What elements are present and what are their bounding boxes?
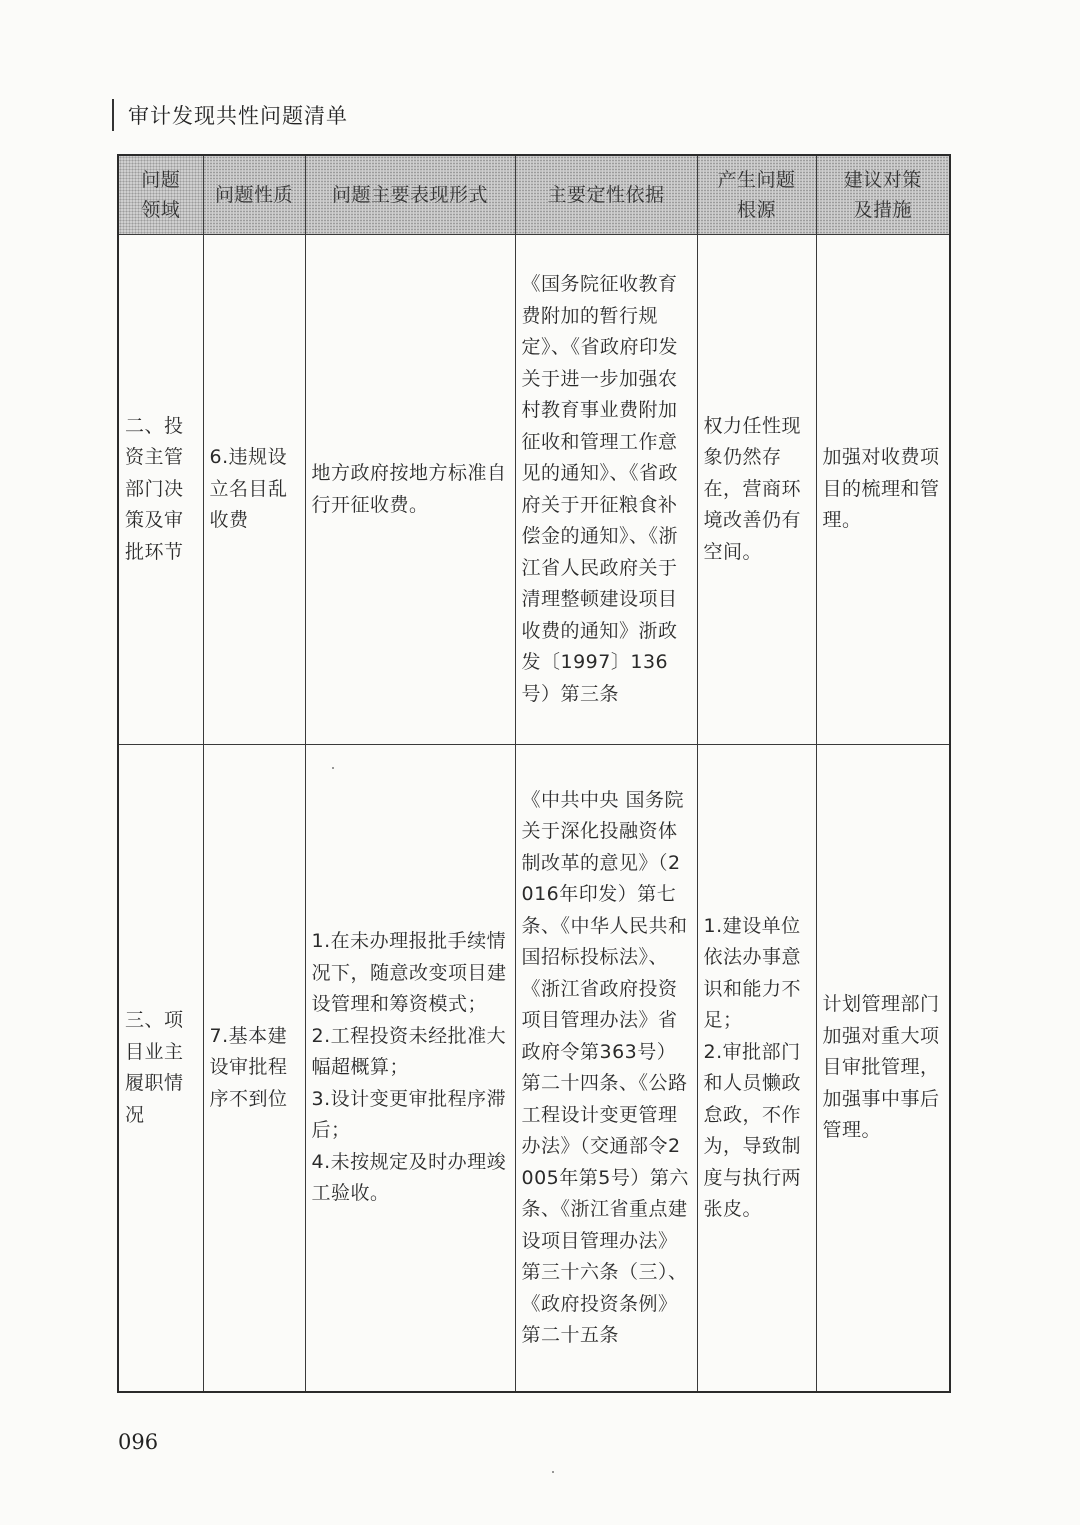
table-header-row <box>118 155 950 235</box>
cell-nature: 6.违规设立名目乱收费 <box>203 235 305 745</box>
column-header-measures: 建议对策 及措施 <box>816 155 950 235</box>
cell-basis: 《国务院征收教育费附加的暂行规定》、《省政府印发关于进一步加强农村教育事业费附加征收和管理工作意见的通知》、《省政府关于开征粮食补偿金的通知》、《浙江省人民政府关于清理整顿建设项目收费的通知》浙政发〔1997〕136号）第三条 <box>515 235 697 745</box>
scan-speck <box>332 767 334 769</box>
cell-manifestation: 1.在未办理报批手续情况下，随意改变项目建设管理和筹资模式； 2.工程投资未经批准大幅超概算； 3.设计变更审批程序滞后； 4.未按规定及时办理竣工验收。 <box>305 745 515 1393</box>
cell-basis: 《中共中央 国务院关于深化投融资体制改革的意见》（2016年印发）第七条、《中华人民共和国招标投标法》、《浙江省政府投资项目管理办法》省政府令第363号）第二十四条、《公路工程设计变更管理办法》（交通部令2005年第5号）第六条、《浙江省重点建设项目管理办法》第三十六条（三）、《政府投资条例》第二十五条 <box>515 745 697 1393</box>
header-divider-bar <box>112 99 114 131</box>
cell-area: 二、投资主管部门决策及审批环节 <box>118 235 203 745</box>
column-header-area: 问题 领域 <box>118 155 203 235</box>
cell-area: 三、项目业主履职情况 <box>118 745 203 1393</box>
scan-speck <box>552 1471 554 1473</box>
table-row <box>118 745 950 1393</box>
column-header-nature: 问题性质 <box>203 155 305 235</box>
cell-root-cause: 权力任性现象仍然存在，营商环境改善仍有空间。 <box>697 235 816 745</box>
cell-root-cause: 1.建设单位依法办事意识和能力不足； 2.审批部门和人员懒政怠政，不作为，导致制度与执行两张皮。 <box>697 745 816 1393</box>
table-row <box>118 235 950 745</box>
running-header-title: 审计发现共性问题清单 <box>128 104 348 128</box>
column-header-root-cause: 产生问题 根源 <box>697 155 816 235</box>
page-number: 096 <box>118 1430 159 1454</box>
cell-measures: 计划管理部门加强对重大项目审批管理，加强事中事后管理。 <box>816 745 950 1393</box>
cell-measures: 加强对收费项目的梳理和管理。 <box>816 235 950 745</box>
running-header <box>112 98 348 132</box>
audit-issues-table <box>117 154 951 1393</box>
cell-nature: 7.基本建设审批程序不到位 <box>203 745 305 1393</box>
cell-manifestation: 地方政府按地方标准自行开征收费。 <box>305 235 515 745</box>
column-header-manifestation: 问题主要表现形式 <box>305 155 515 235</box>
column-header-basis: 主要定性依据 <box>515 155 697 235</box>
